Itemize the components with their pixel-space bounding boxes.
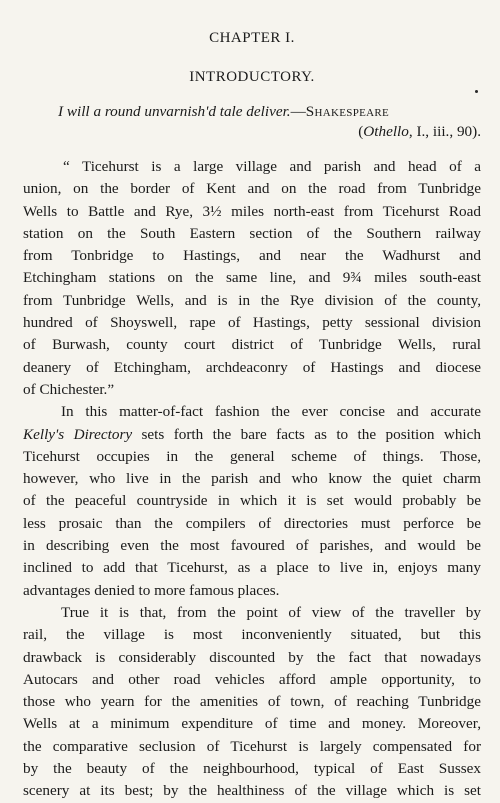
text-line: by the beauty of the neighbourhood, typical of East Sussex xyxy=(23,760,481,778)
text-line: of Chichester.” xyxy=(23,380,115,398)
ink-speck xyxy=(475,90,478,93)
chapter-title: CHAPTER I. xyxy=(209,30,295,46)
text-line: hundred of Shoyswell, rape of Hastings, petty sessional division xyxy=(23,314,481,332)
text-line: union, on the border of Kent and on the road from Tunbridge xyxy=(23,180,481,198)
text-line: In this matter-of-fact fashion the ever concise and accurate xyxy=(61,403,481,421)
text-line: less prosaic than the compilers of directories must perforce be xyxy=(23,514,481,532)
text-line: from Tonbridge to Hastings, and near the Wadhurst and xyxy=(23,247,481,265)
text-line: of Burwash, county court district of Tunbridge Wells, rural xyxy=(23,336,481,354)
text-line: inclined to add that Ticehurst, as a place to live in, enjoys many xyxy=(23,559,481,577)
text-line: Wells at a minimum expenditure of time and money. Moreover, xyxy=(23,715,481,733)
text-line: Autocars and other road vehicles afford ample opportunity, to xyxy=(23,670,481,688)
text-line: of the peaceful countryside in which it is set would probably be xyxy=(23,492,481,510)
epigraph-reference: , I., iii., 90). xyxy=(408,123,481,140)
text-line: rail, the village is most inconveniently situated, but this xyxy=(23,626,481,644)
epigraph-work: Othello xyxy=(363,123,409,140)
text-line: Etchingham stations on the same line, and 9¾ miles south-east xyxy=(23,269,481,287)
text-line: from Tunbridge Wells, and is in the Rye division of the county, xyxy=(23,291,481,309)
text-line: Ticehurst occupies in the general scheme of things. Those, xyxy=(23,447,481,465)
text-line: station on the South Eastern section of the Southern railway xyxy=(23,224,481,242)
text-line: those who yearn for the amenities of town, of reaching Tunbridge xyxy=(23,693,481,711)
paragraph-3 xyxy=(23,602,481,803)
text-line: the comparative seclusion of Ticehurst is largely compensated for xyxy=(23,737,481,755)
text-line xyxy=(23,424,481,446)
text-line: advantages denied to more famous places. xyxy=(23,581,280,599)
text-line: Wells to Battle and Rye, 3½ miles north-east from Ticehurst Road xyxy=(23,202,481,220)
text-line: in describing even the most favoured of parishes, and would be xyxy=(23,537,481,555)
text-line: deanery of Etchingham, archdeaconry of Hastings and diocese xyxy=(23,358,481,376)
text-line: drawback is considerably discounted by the fact that nowadays xyxy=(23,648,481,666)
epigraph-quote: I will a round unvarnish'd tale deliver. xyxy=(58,103,291,120)
directory-title: Kelly's Directory xyxy=(23,425,133,443)
text-line: scenery at its best; by the healthiness of the village which is set xyxy=(23,782,481,800)
paragraph-2 xyxy=(23,401,481,602)
epigraph-dash: — xyxy=(290,103,306,120)
paragraph-1 xyxy=(23,156,481,401)
epigraph-author: Shakespeare xyxy=(305,103,390,120)
section-title: INTRODUCTORY. xyxy=(189,69,315,85)
text-line: however, who live in the parish and who know the quiet charm xyxy=(23,470,481,488)
text-fragment: sets forth the bare facts as to the position which xyxy=(132,425,481,443)
text-line: True it is that, from the point of view of the traveller by xyxy=(61,603,481,621)
epigraph-line-2: (Othello, I., iii., 90). xyxy=(358,123,481,140)
epigraph-line-1 xyxy=(23,102,481,122)
epigraph xyxy=(23,102,481,142)
text-line: “ Ticehurst is a large village and parish and head of a xyxy=(63,158,481,175)
